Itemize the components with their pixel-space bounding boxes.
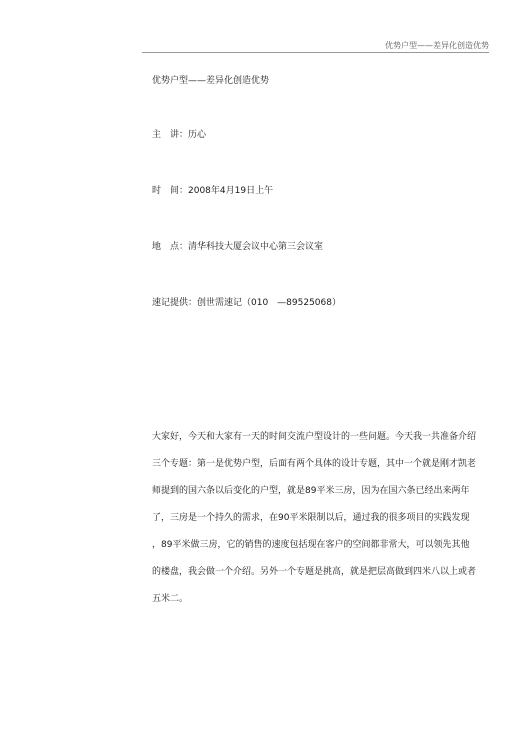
running-header: 优势户型——差异化创造优势 [385,41,489,50]
notes-credit-line: 速记提供：创世需速记（010 —89525068） [152,298,341,308]
body-line: 了，三房是一个持久的需求，在90平米限制以后，通过我的很多项目的实践发现 [152,513,470,523]
body-paragraph [152,430,482,619]
body-line: 大家好，今天和大家有一天的时间交流户型设计的一些问题。今天我一共准备介绍 [152,432,477,442]
body-line: 三个专题：第一是优势户型，后面有两个具体的设计专题，其中一个就是刚才凯老 [152,459,477,469]
time-line: 时 间：2008年4月19日上午 [152,186,274,196]
speaker-line: 主 讲：历心 [152,130,207,140]
venue-line: 地 点：清华科技大厦会议中心第三会议室 [152,242,324,252]
body-line: 的楼盘，我会做一个介绍。另外一个专题是挑高，就是把层高做到四米八以上或者 [152,567,477,577]
body-line: 五米二。 [152,594,189,604]
header-rule [142,52,489,53]
body-line: ，89平米做三房，它的销售的速度包括现在客户的空间都非常大，可以领先其他 [152,540,470,550]
body-line: 师提到的国六条以后变化的户型，就是89平米三房，因为在国六条已经出来两年 [152,486,470,496]
document-title: 优势户型——差异化创造优势 [152,76,270,86]
